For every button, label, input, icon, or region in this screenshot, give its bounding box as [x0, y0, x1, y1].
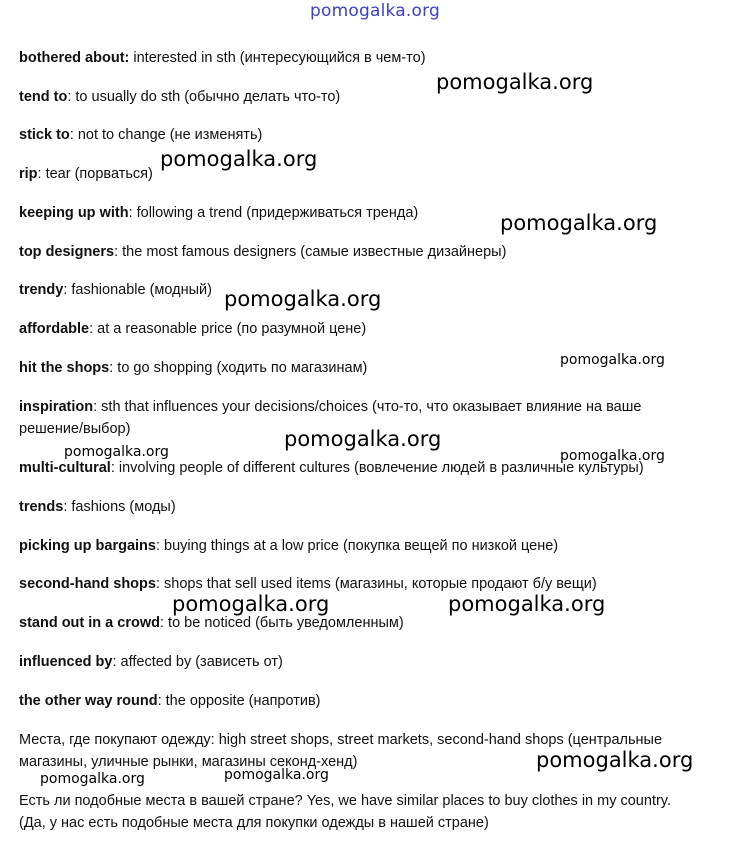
watermark: pomogalka.org: [500, 211, 658, 235]
vocab-entry: [19, 690, 719, 712]
watermark: pomogalka.org: [172, 592, 330, 616]
vocab-definition: : the most famous designers (самые известные дизайнеры): [114, 244, 507, 260]
vocab-entry: [19, 241, 719, 263]
watermark: pomogalka.org: [224, 767, 329, 783]
vocab-entry: [19, 396, 719, 418]
vocab-definition: : to usually do sth (обычно делать что-то): [67, 89, 341, 105]
watermark: pomogalka.org: [560, 352, 665, 368]
vocab-term: keeping up with: [19, 205, 129, 221]
vocab-definition: : affected by (зависеть от): [112, 654, 283, 670]
vocab-definition: : following a trend (придерживаться тренда): [128, 205, 419, 221]
vocab-term: trends: [19, 499, 64, 515]
vocab-entry: [19, 86, 719, 108]
vocab-entry: [19, 612, 719, 634]
vocab-definition: : sth that influences your decisions/choices (что-то, что оказывает влияние на ваше: [93, 399, 642, 415]
vocab-definition: : tear (порваться): [37, 166, 153, 182]
vocab-definition: interested in sth (интересующийся в чем-то): [129, 50, 426, 66]
watermark: pomogalka.org: [64, 444, 169, 460]
vocab-term: the other way round: [19, 693, 158, 709]
watermark: pomogalka.org: [224, 287, 382, 311]
vocab-entry: [19, 573, 719, 595]
vocab-definition: : at a reasonable price (по разумной цене): [89, 321, 367, 337]
vocab-term: trendy: [19, 282, 64, 298]
vocab-term: inspiration: [19, 399, 94, 415]
vocab-term: stick to: [19, 127, 70, 143]
vocab-definition: : fashions (моды): [63, 499, 176, 515]
vocab-definition: : shops that sell used items (магазины, которые продают б/у вещи): [155, 576, 597, 592]
paragraph-line: Есть ли подобные места в вашей стране? Yes, we have similar places to buy clothes in my country.: [19, 793, 671, 809]
vocab-definition: : buying things at a low price (покупка вещей по низкой цене): [155, 538, 559, 554]
paragraph-line: (Да, у нас есть подобные места для покупки одежды в нашей стране): [19, 815, 489, 831]
vocab-definition: : to go shopping (ходить по магазинам): [109, 360, 368, 376]
vocab-term: picking up bargains: [19, 538, 156, 554]
watermark: pomogalka.org: [40, 771, 145, 787]
vocab-definition: : the opposite (напротив): [157, 693, 321, 709]
vocab-definition: : fashionable (модный): [63, 282, 212, 298]
vocab-term: second-hand shops: [19, 576, 156, 592]
vocab-term: top designers: [19, 244, 115, 260]
vocab-entry: [19, 651, 719, 673]
watermark: pomogalka.org: [436, 70, 594, 94]
vocab-term: affordable: [19, 321, 90, 337]
vocab-definition: : to be noticed (быть уведомленным): [159, 615, 404, 631]
vocab-term: stand out in a crowd: [19, 615, 160, 631]
vocab-definition: решение/выбор): [19, 421, 131, 437]
question-paragraph: [19, 790, 719, 834]
watermark: pomogalka.org: [536, 748, 694, 772]
watermark: pomogalka.org: [560, 448, 665, 464]
vocab-entry: [19, 163, 719, 185]
watermark: pomogalka.org: [160, 147, 318, 171]
vocab-definition: : involving people of different cultures (вовлечение людей в различные культуры): [110, 460, 644, 476]
vocab-term: hit the shops: [19, 360, 110, 376]
watermark: pomogalka.org: [448, 592, 606, 616]
paragraph-line: магазины, уличные рынки, магазины секонд-хенд): [19, 754, 358, 770]
site-header-logo: pomogalka.org: [310, 1, 440, 21]
vocab-term: tend to: [19, 89, 68, 105]
watermark: pomogalka.org: [284, 427, 442, 451]
paragraph-line: Места, где покупают одежду: high street shops, street markets, second-hand shops (центральные: [19, 732, 663, 748]
vocab-entry: [19, 47, 719, 69]
vocab-term: bothered about:: [19, 50, 130, 66]
vocab-entry: [19, 496, 719, 518]
vocab-definition: : not to change (не изменять): [69, 127, 263, 143]
vocab-term: rip: [19, 166, 38, 182]
vocab-entry: [19, 124, 719, 146]
vocab-term: influenced by: [19, 654, 113, 670]
vocab-entry: [19, 318, 719, 340]
vocab-entry: [19, 535, 719, 557]
vocab-term: multi-cultural: [19, 460, 111, 476]
